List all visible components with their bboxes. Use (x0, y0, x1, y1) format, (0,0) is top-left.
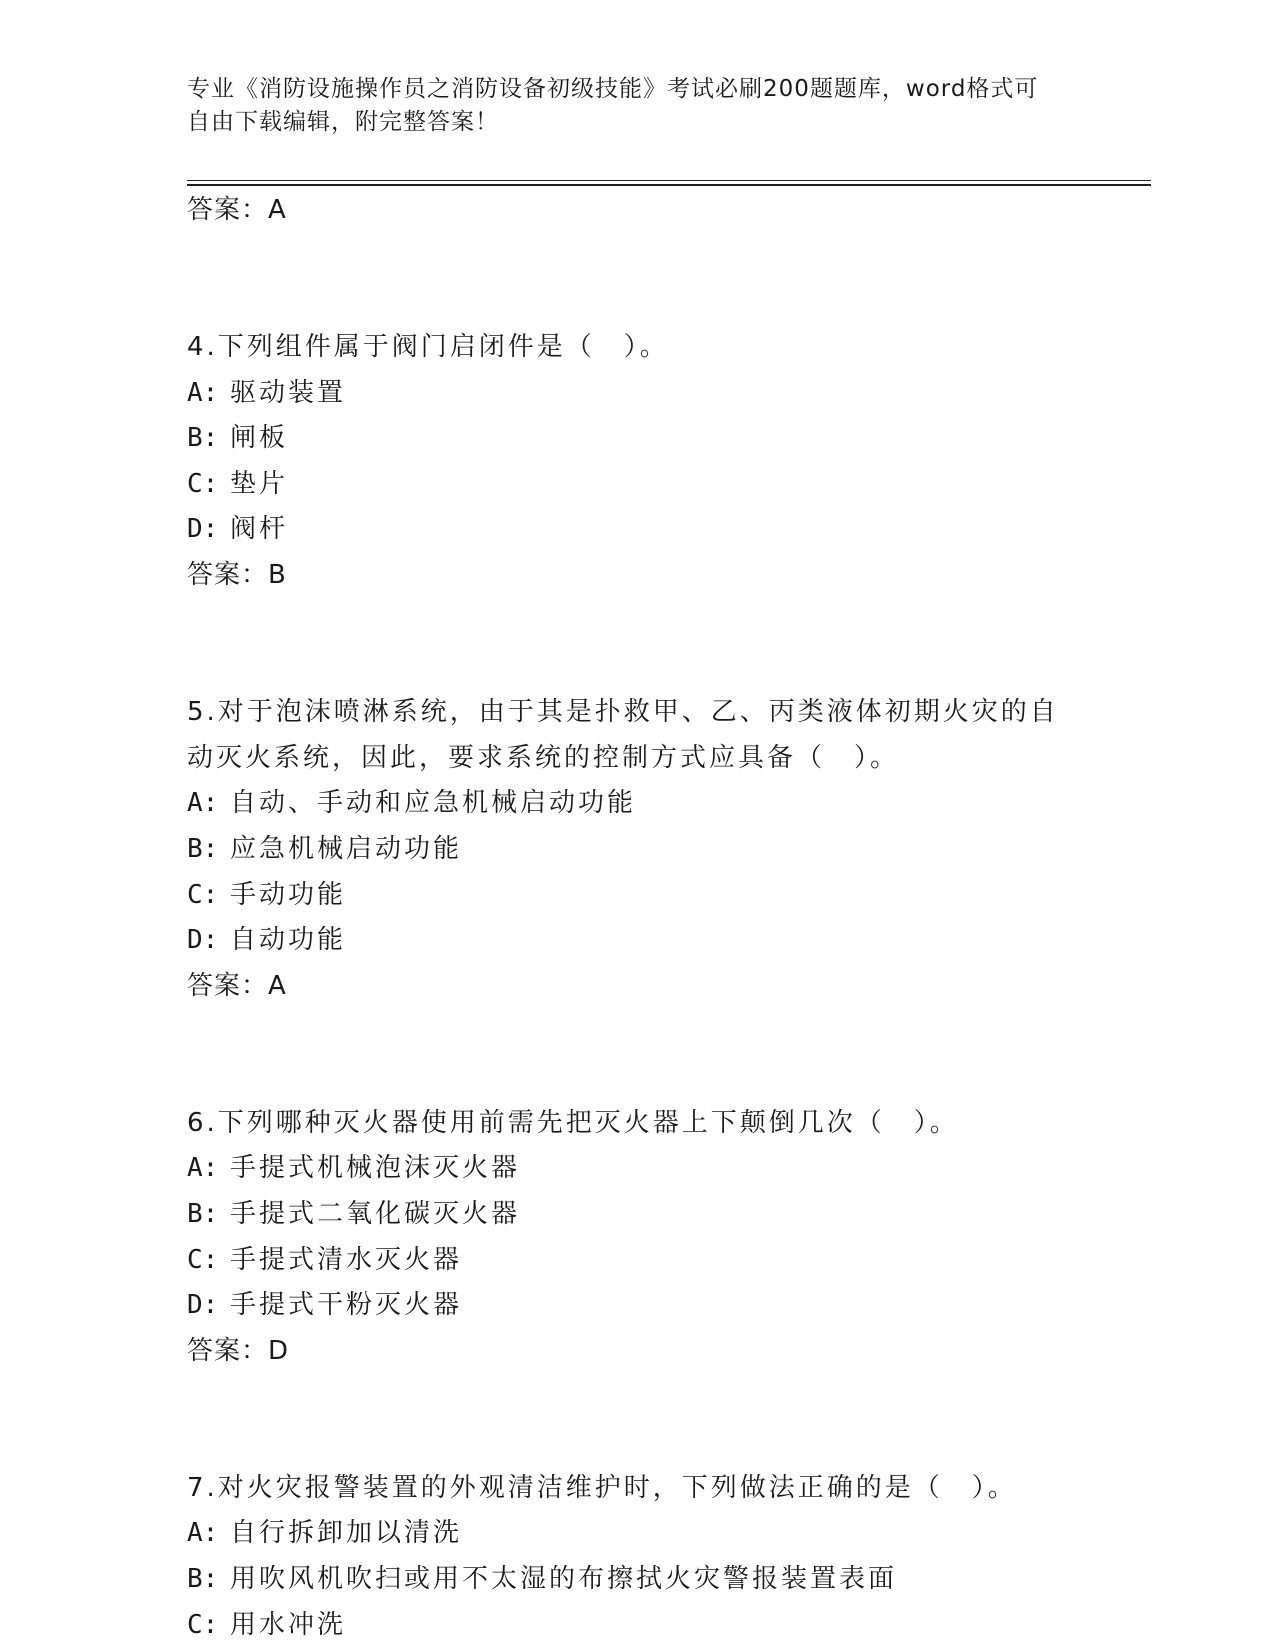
option-key: D: (187, 1290, 219, 1321)
answer-option (187, 371, 1087, 417)
previous-answer: 答案：A (187, 195, 287, 225)
question-spacer (187, 1374, 1087, 1466)
option-text: 驱动装置 (230, 377, 347, 408)
option-key: D: (187, 514, 219, 545)
answer-line: 答案：D (187, 1335, 290, 1366)
answer-option (187, 1146, 1087, 1192)
option-key: A: (187, 1518, 219, 1549)
question-spacer (187, 1009, 1087, 1101)
option-text: 阀杆 (230, 514, 289, 545)
option-key: B: (187, 1199, 219, 1229)
answer-option (187, 1511, 1087, 1557)
question-text: 6.下列哪种灭火器使用前需先把灭火器上下颠倒几次（ ）。 (187, 1107, 959, 1138)
answer-option (187, 1283, 1087, 1329)
option-text: 手提式干粉灭火器 (230, 1290, 463, 1321)
option-text: 垫片 (230, 468, 289, 499)
question-block (187, 1466, 1087, 1648)
option-text: 用水冲洗 (230, 1609, 347, 1640)
option-key: B: (187, 423, 219, 454)
answer-option (187, 873, 1087, 919)
answer-option (187, 1192, 1087, 1238)
question-text: 动灭火系统，因此，要求系统的控制方式应具备（ ）。 (187, 742, 900, 773)
question-text: 4.下列组件属于阀门启闭件是（ ）。 (187, 332, 669, 363)
option-key: A: (187, 377, 219, 408)
option-key: A: (187, 1153, 219, 1184)
option-key: B: (187, 833, 219, 864)
answer-option (187, 1557, 1087, 1603)
answer-option (187, 1603, 1087, 1649)
option-key: A: (187, 788, 219, 819)
question-block (187, 325, 1087, 599)
option-text: 手提式清水灭火器 (230, 1244, 463, 1275)
question-block (187, 1101, 1087, 1375)
answer-option (187, 1238, 1087, 1284)
option-text: 手提式二氧化碳灭火器 (230, 1199, 521, 1229)
option-key: B: (187, 1564, 219, 1595)
answer-line: 答案：B (187, 560, 287, 591)
answer-option (187, 507, 1087, 553)
option-text: 用吹风机吹扫或用不太湿的布擦拭火灾警报装置表面 (230, 1564, 898, 1595)
header-line-2: 自由下载编辑，附完整答案！ (187, 109, 499, 135)
question-list (187, 188, 1087, 1648)
option-text: 自行拆卸加以清洗 (230, 1518, 463, 1549)
answer-option (187, 462, 1087, 508)
question-block (187, 690, 1087, 1009)
option-text: 手提式机械泡沫灭火器 (230, 1153, 521, 1184)
option-key: C: (187, 879, 219, 910)
question-spacer (187, 599, 1087, 691)
answer-option (187, 918, 1087, 964)
option-key: C: (187, 1244, 219, 1275)
option-key: D: (187, 925, 219, 956)
option-key: C: (187, 468, 219, 499)
question-spacer (187, 234, 1087, 326)
option-text: 自动功能 (230, 925, 347, 956)
question-text: 7.对火灾报警装置的外观清洁维护时，下列做法正确的是（ ）。 (187, 1472, 1017, 1503)
option-text: 手动功能 (230, 879, 347, 910)
answer-option (187, 827, 1087, 873)
answer-option (187, 416, 1087, 462)
header-divider-thin (187, 180, 1151, 181)
option-text: 闸板 (230, 423, 289, 454)
document-header (187, 73, 1067, 139)
question-text: 5.对于泡沫喷淋系统，由于其是扑救甲、乙、丙类液体初期火灾的自 (187, 697, 1059, 728)
option-text: 应急机械启动功能 (230, 833, 463, 864)
option-key: C: (187, 1609, 219, 1640)
answer-option (187, 781, 1087, 827)
option-text: 自动、手动和应急机械启动功能 (230, 788, 637, 819)
header-divider-thick (187, 184, 1151, 186)
answer-line: 答案：A (187, 970, 287, 1001)
header-line-1: 专业《消防设施操作员之消防设备初级技能》考试必刷200题题库，word格式可 (187, 76, 1039, 102)
